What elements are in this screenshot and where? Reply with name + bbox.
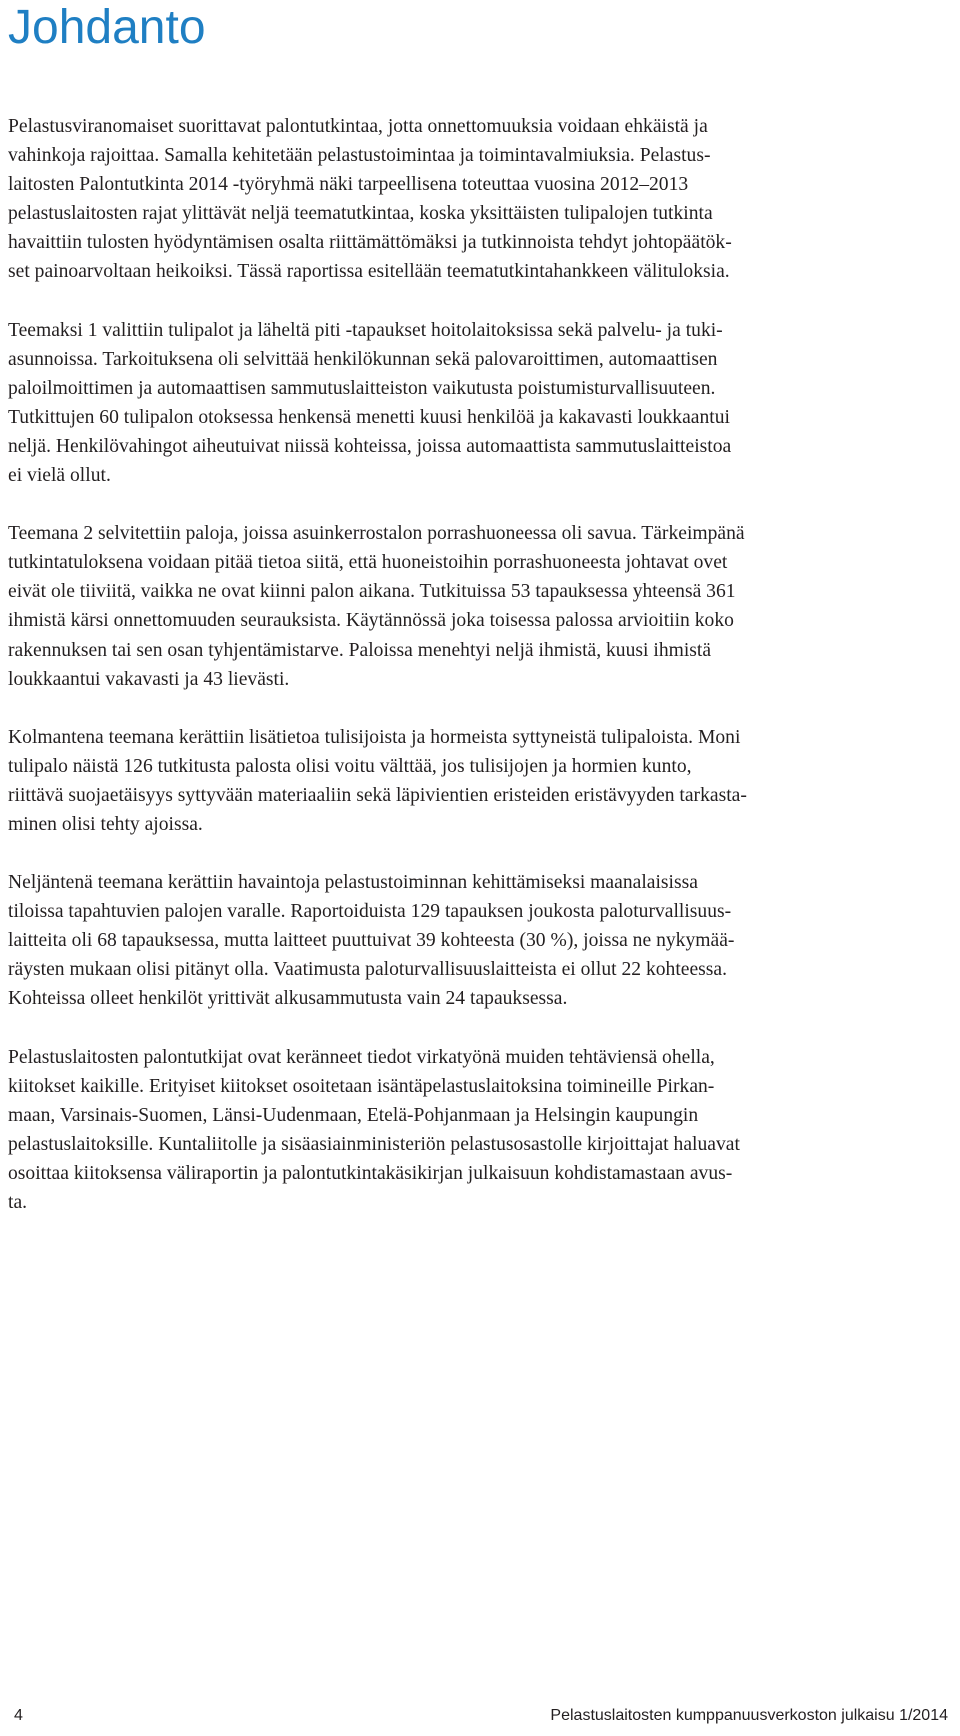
text-line: pelastuslaitosten rajat ylittävät neljä teematutkintaa, koska yksittäisten tulipalojen tutkinta: [8, 203, 713, 225]
text-line: rakennuksen tai sen osan tyhjentämistarve. Paloissa menehtyi neljä ihmistä, kuusi ihmistä: [8, 639, 712, 661]
page-footer: [8, 1704, 952, 1728]
text-line: tiloissa tapahtuvien palojen varalle. Raportoiduista 129 tapauksen joukosta paloturvallisuus-: [8, 901, 732, 923]
text-line: ihmistä kärsi onnettomuuden seurauksista. Käytännössä joka toisessa palossa arvioitiin koko: [8, 610, 734, 632]
text-line: neljä. Henkilövahingot aiheutuivat niissä kohteissa, joissa automaattista sammutuslaitteistoa: [8, 435, 732, 457]
text-line: laitosten Palontutkinta 2014 -työryhmä näki tarpeellisena toteuttaa vuosina 2012–2013: [8, 174, 689, 196]
text-line: laitteita oli 68 tapauksessa, mutta laitteet puuttuivat 39 kohteesta (30 %), joissa ne nykymää-: [8, 930, 735, 952]
text-line: Teemana 2 selvitettiin paloja, joissa asuinkerrostalon porrashuoneessa oli savua. Tärkeimpänä: [8, 523, 745, 545]
text-line: ei vielä ollut.: [8, 465, 111, 487]
text-line: asunnoissa. Tarkoituksena oli selvittää henkilökunnan sekä palovaroittimen, automaattisen: [8, 348, 718, 370]
text-line: eivät ole tiiviitä, vaikka ne ovat kiinni palon aikana. Tutkituissa 53 tapauksessa yhteensä 361: [8, 581, 736, 603]
text-line: Pelastusviranomaiset suorittavat palontutkintaa, jotta onnettomuuksia voidaan ehkäistä ja: [8, 116, 708, 137]
text-line: riittävä suojaetäisyys syttyvään materiaaliin sekä läpivientien eristeiden eristävyyden tarkasta-: [8, 784, 747, 806]
text-line: osoittaa kiitoksensa väliraportin ja palontutkintakäsikirjan julkaisuun kohdistamastaan avus-: [8, 1162, 733, 1184]
paragraph-theme-3: [8, 723, 938, 839]
text-line: tutkintatuloksena voidaan pitää tietoa siitä, että huoneistoihin porrashuoneesta johtavat ovet: [8, 552, 728, 574]
text-line: loukkaantui vakavasti ja 43 lievästi.: [8, 668, 290, 690]
paragraph-intro: [8, 112, 938, 287]
text-line: vahinkoja rajoittaa. Samalla kehitetään pelastustoimintaa ja toimintavalmiuksia. Pelastus-: [8, 145, 711, 167]
paragraph-theme-4: [8, 868, 938, 1013]
text-line: Teemaksi 1 valittiin tulipalot ja läheltä piti -tapaukset hoitolaitoksissa sekä palvelu- ja tuki-: [8, 319, 723, 341]
text-line: tulipalo näistä 126 tutkitusta palosta olisi voitu välttää, jos tulisijojen ja hormien kunto,: [8, 755, 692, 777]
text-line: pelastuslaitoksille. Kuntaliitolle ja sisäasiainministeriön pelastusosastolle kirjoittajat haluavat: [8, 1133, 740, 1155]
body-text: [8, 112, 938, 1246]
text-line: ta.: [8, 1192, 28, 1213]
paragraph-theme-2: [8, 519, 938, 694]
text-line: set painoarvoltaan heikoiksi. Tässä raportissa esitellään teematutkintahankkeen välituloksia.: [8, 261, 730, 283]
text-line: paloilmoittimen ja automaattisen sammutuslaitteiston vaikutusta poistumisturvallisuuteen.: [8, 377, 716, 399]
paragraph-theme-1: [8, 316, 938, 491]
text-line: Kolmantena teemana kerättiin lisätietoa tulisijoista ja hormeista syttyneistä tulipaloista. Moni: [8, 726, 741, 748]
text-line: maan, Varsinais-Suomen, Länsi-Uudenmaan, Etelä-Pohjanmaan ja Helsingin kaupungin: [8, 1104, 699, 1126]
text-line: Neljäntenä teemana kerättiin havaintoja pelastustoiminnan kehittämiseksi maanalaisissa: [8, 872, 698, 894]
page-number: 4: [14, 1707, 23, 1724]
page-title: Johdanto: [8, 1, 206, 54]
text-line: Pelastuslaitosten palontutkijat ovat keränneet tiedot virkatyönä muiden tehtäviensä ohella,: [8, 1046, 715, 1068]
text-line: räysten mukaan olisi pitänyt olla. Vaatimusta paloturvallisuuslaitteista ei ollut 22 kohteessa.: [8, 959, 728, 981]
text-line: havaittiin tulosten hyödyntämisen osalta riittämättömäksi ja tutkinnoista tehdyt johtopäätök-: [8, 232, 732, 254]
publication-title: Pelastuslaitosten kumppanuusverkoston julkaisu 1/2014: [550, 1707, 948, 1724]
text-line: minen olisi tehty ajoissa.: [8, 813, 203, 835]
text-line: Kohteissa olleet henkilöt yrittivät alkusammutusta vain 24 tapauksessa.: [8, 988, 568, 1010]
paragraph-acknowledgements: [8, 1043, 938, 1218]
text-line: Tutkittujen 60 tulipalon otoksessa henkensä menetti kuusi henkilöä ja kakavasti loukkaantui: [8, 406, 730, 428]
text-line: kiitokset kaikille. Erityiset kiitokset osoitetaan isäntäpelastuslaitoksina toimineille Pirkan-: [8, 1075, 715, 1097]
